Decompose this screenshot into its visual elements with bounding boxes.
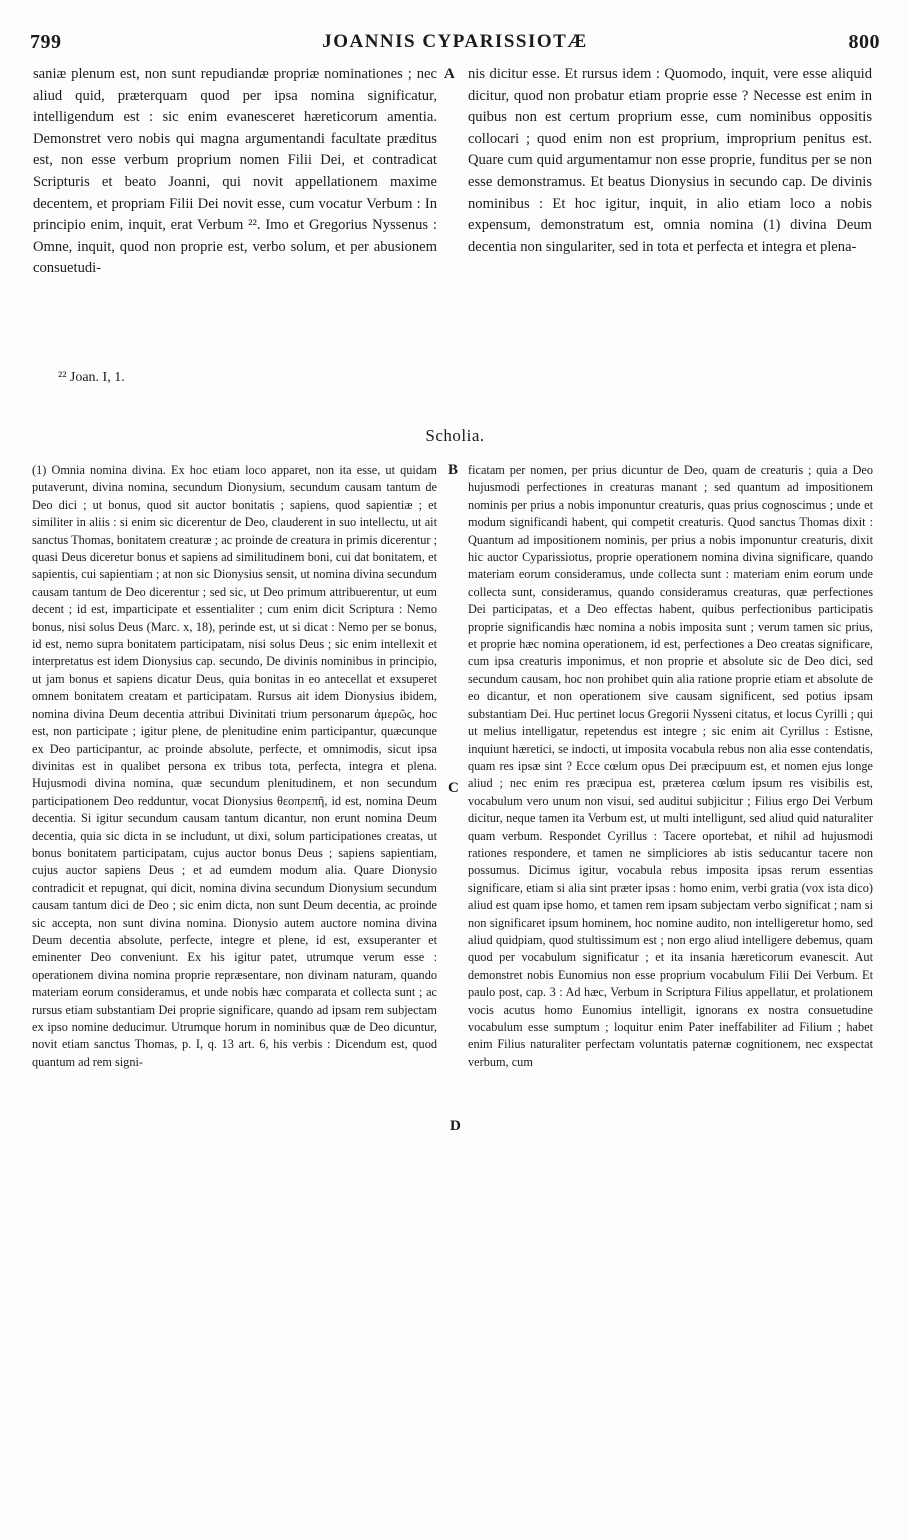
main-text-right: nis dicitur esse. Et rursus idem : Quomodo, inquit, vere esse aliquid dicitur, quod non probatur etiam proprie esse ? Necesse est enim in quibus non est certum proprium esse, cum nominibus oppositis collocari ; quod enim non est proprium, improprium penitus est. Quare cum quid argumentamur non esse proprie, funditus per se non esse demonstramus. Et beatus Dionysius in secundo cap. De divinis nominibus : Et hoc igitur, inquit, in alio etiam loco a nobis expensum, demonstratum est, omnia nomina (1) divina Deum decentia non singulariter, sed in tota et perfecta et integra et plena-	[468, 66, 872, 255]
scholia-text-right: ficatam per nomen, per prius dicuntur de Deo, quam de creaturis ; quia a Deo hujusmodi perfectiones in creaturas manant ; sed quantum ad impositionem nominis per prius a nobis imponuntur creaturis, quas prius cognoscimus ; unde et modum significandi habent, qui competit creaturis. Quod sanctus Thomas dixit : Quantum ad impositionem nominis, per prius a nobis imponuntur creaturis, dixit hic auctor Cyparissiotus, proprie operationem nomina divina significare, quando materiam eorum consideramus, unde collecta sunt : materiam enim eorum unde collecta sunt, consideramus, quando consideramus creaturas, quæ perfectiones Dei participatas, et a Deo effectas habent, quibus perfectionibus participatis proprie significandis hæc nomina a nobis imposita sunt ; verum tamen sic prius, et proprie hæc nomina operationem, id est, perfectiones a Deo creatas significare, cum ipsa creaturis imponimus, et non proprie et absolute sic de Deo dici, sed secundum causam, hoc non prohibet quin alia ratione proprie etiam et absolute de eo dicantur, et non operationem sive causam significent, sed potius ipsam substantiam Dei. Huc pertinet locus Gregorii Nysseni citatus, et locus Cyrilli ; qui ut melius intelligatur, repetendus est integre ; sic enim ait Cyrillus : Estisne, inquiunt hæretici, se indocti, ut imposita vocabula rebus non alia esse contendatis, quam res ipsæ sint ? Ecce cœlum opus Dei præcipuum est, et nomen ejus longe aliud ; nec enim res præcipua est, præterea cœlum ipsum res visibilis est, vocabulum vero unum non visui, sed auditui subjicitur ; Filius ergo Dei Verbum dicitur, neque tamen ita Verbum est, ut multi intelligunt, sed aliud quid naturaliter quam verbum. Respondet Cyrillus : Tacere oportebat, et nihil ad hujusmodi rationes respondere, et tamen ne simpliciores ab istis seducantur tacere non possumus. Dicimus igitur, vocabula rebus imposita ipsas rerum essentias significare, etiam si alia sint præter ipsas : homo enim, verbi gratia (vox ista dico) aliud est quam ipse homo, et tamen rem ipsam subjectam verbo significat ; nam si non significaret ipsum hominem, hoc nomine audito, non intelligeretur homo, sed aliud quidpiam, quod stultissimum est ; non ergo aliud intelligere debemus, quam quod per vocabulum significatur ; et ita insania hæreticorum evanescit. Aut demonstret nobis Eunomius non esse proprium vocabulum Filii Dei Verbum. Et paulo post, cap. 3 : Ad hæc, Verbum in Scriptura Filius appellatur, et prolationem vocis acutus homo Eunomius intelligit, ignorans ex nostra consuetudine vocabulum esse sumptum ; loquitur enim Pater ineffabiliter ad Filium ; habet enim Filius naturaliter perfectam voluntatis paternæ cognitionem, nec exspectat verbum, cum	[468, 463, 873, 1069]
margin-letter-d: D	[450, 1118, 461, 1134]
scholia-title: Scholia.	[425, 426, 485, 445]
scholia-text-left: (1) Omnia nomina divina. Ex hoc etiam loco apparet, non ita esse, ut quidam putaverunt, divina nomina, secundum Dionysium, secundum causam tantum de Deo dici ; ut bonus, quod sit auctor bonitatis ; sapiens, quod sapientiæ ; et similiter in aliis : si enim sic dicerentur de Deo, clauderent in suo intellectu, ut ait sanctus Thomas, bonitatem creaturæ ; ac proinde de creatura in primis dicerentur ; quasi Deus diceretur bonus et sapiens ad similitudinem boni, cui dat bonitatem, et sapientis, cui sapientiam ; at non sic Dionysius sensit, ut nomina divina secundum causam tantum de Deo dicerentur ; sed sic, ut Deo primum attribuerentur, ut eum decent ; id est, imparticipate et essentialiter ; cum enim dicit Scriptura : Nemo bonus, nisi solus Deus (Marc. x, 18), perinde est, ut si dicat : Nemo per se bonus, id est, nemo supra bonitatem participatam, nisi solus Deus ; sic enim intellexit et interpretatus est idem Dionysius cap. secundo, De divinis nominibus in principio, ut jam bonus et sapiens dicatur Deus, quia bonitas in eo antecellat et exsuperet omnem bonitatem creatam et participatam. Rursus ait idem Dionysius ibidem, nomina divina Deum decentia attribui Divinitati trium personarum ἀμερῶς, hoc est, non participate ; igitur plene, de plenitudine enim participantur, quæcunque ex Deo participantur, ac proinde absolute, perfecte, et omnimodis, sicut ipsa divinitas est in qualibet persona ex tribus tota, perfecta, integra et plena. Hujusmodi divina nomina, quæ secundum plenitudinem, et non secundum participationem Deo redduntur, vocat Dionysius θεοπρεπῆ, id est, nomina Deum decentia. Si igitur secundum causam tantum dicantur, non erunt nomina Deum decentia, quia sic dicta in se includunt, ut dixi, solum participationes creatas, ut bonus bonitatem participatam, cujus auctor bonus Deus ; sapiens sapientiam, cujus auctor sapiens Deus ; et ad eumdem modum alia. Quare Dionysio contradicit et repugnat, qui dicit, nomina divina secundum Dionysium secundum causam tantum dici de Deo ; sic enim dicta, non sunt Deum decentia, ac proinde sic accepta, non sunt divina nomina. Dionysio autem auctore nomina divina Deum decentia absolute, perfecte, integre et plene, id est, exsuperanter et eminenter Deo conveniunt. Ex his igitur patet, utrumque verum esse : operationem divina nomina proprie repræsentare, non divinam naturam, quando materiam eorum consideramus, et unde nobis hæc comparata et collecta sunt ; ac rursus etiam substantiam Dei proprie significare, quando ad ipsam rem subjectam ex ipso nomine deducimur. Utrumque horum in nominibus quæ de Deo dicuntur, novit etiam sanctus Thomas, p. I, q. 13 art. 6, his verbis : Dicendum est, quod quantum ad rem signi-	[32, 463, 437, 1069]
margin-letter-b: B	[448, 462, 459, 478]
footnote: ²² Joan. I, 1.	[58, 370, 125, 385]
main-text-left-column	[33, 64, 437, 280]
page-number-right: 800	[848, 30, 880, 53]
scholia-right-column	[468, 462, 873, 1071]
page	[30, 28, 880, 1528]
page-number-left: 799	[30, 30, 62, 53]
main-text-left: saniæ plenum est, non sunt repudiandæ propriæ nominationes ; nec aliud quid, præterquam quod per ipsa nomina significatur, intelligendum est : sic enim evanesceret hæreticorum amentia. Demonstret vero nobis qui magna argumentandi facultate præditus est, non esse verbum proprium nomen Filii Dei, et contradicat Scripturis et beato Joanni, qui novit appellationem maxime decentem, et propriam Filii Dei novit esse, cum vocatur Verbum : In principio enim, inquit, erat Verbum ²². Imo et Gregorius Nyssenus : Omne, inquit, quod non proprie est, verbo solum, et per abusionem consuetudi-	[33, 66, 437, 277]
scholia-left-column	[32, 462, 437, 1071]
main-text-right-column	[468, 64, 872, 258]
margin-letter-a: A	[444, 66, 455, 82]
margin-letter-c: C	[448, 780, 459, 796]
running-title: JOANNIS CYPARISSIOTÆ	[322, 31, 588, 52]
page-header	[30, 28, 880, 56]
